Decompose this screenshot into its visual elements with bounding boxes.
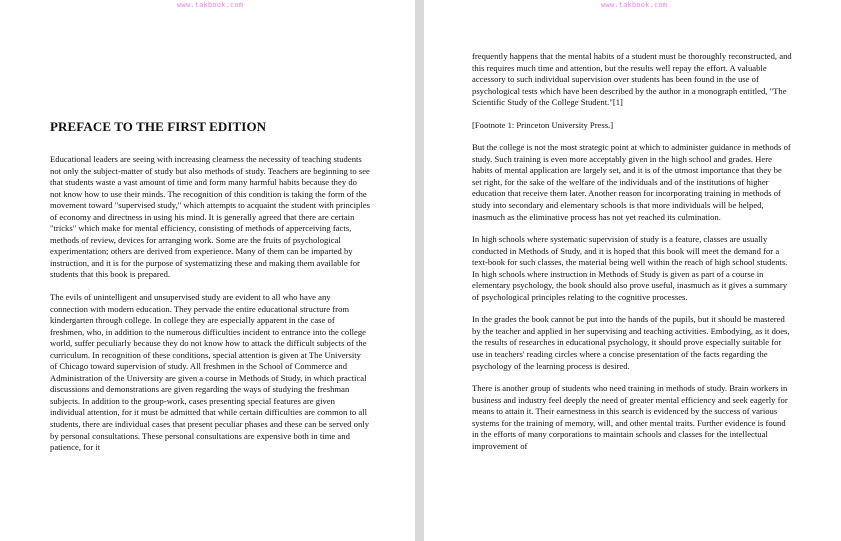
page-gutter <box>415 0 424 541</box>
paragraph-grades: In the grades the book cannot be put into the hands of the pupils, but it should be mastered by the teacher and applied in her supervising and teaching activities. Embodying, as it does, the results of researches in educational psychology, it should prove especially suitable for use in teachers' reading circles where a concise presentation of the facts regarding the psychology of the learning process is desired. <box>472 314 790 371</box>
paragraph-mental-habits: frequently happens that the mental habits of a student must be thoroughly reconstructed, and this requires much time and attention, but the results well repay the effort. A valuable accessory to such individual supervision over students has been found in the use of psychological tests which have been described by the author in a monograph entitled, "The Scientific Study of the College Student."[1] <box>472 51 792 108</box>
paragraph-brain-workers: There is another group of students who need training in methods of study. Brain workers in business and industry feel deeply the need of greater mental efficiency and seek eagerly for means to attain it. Their earnestness in this search is evidenced by the success of various systems for the training of memory, will, and other mental traits. Further evidence is found in the efforts of many corporations to maintain schools and classes for the intellectual improvement of <box>472 383 788 451</box>
footnote-princeton: [Footnote 1: Princeton University Press.] <box>472 119 614 130</box>
paragraph-evils-of-study: The evils of unintelligent and unsupervised study are evident to all who have any connection with modern education. They pervade the entire educational structure from kindergarten through college. In college they are especially apparent in the case of freshmen, who, in addition to the numerous difficulties incident to entrance into the college world, suffer peculiarly because they do not know how to attack the difficult subjects of the curriculum. In recognition of these conditions, special attention is given at The University of Chicago toward supervision of study. All freshmen in the School of Commerce and Administration of the University are given a course in Methods of Study, in which practical discussions and demonstrations are given regarding the ways of studying the freshman subjects. In addition to the group-work, cases presenting special features are given individual attention, for it must be admitted that while certain difficulties are common to all students, there are individual cases that present peculiar phases and these can be served only by personal consultations. These personal consultations are expensive both in time and patience, for it <box>50 292 370 453</box>
paragraph-high-schools: In high schools where systematic supervision of study is a feature, classes are usually conducted in Methods of Study, and it is hoped that this book will meet the demand for a text-book for such classes, the material being well within the reach of high school students. In high schools where instruction in Methods of Study is given as part of a course in elementary psychology, the book should also prove useful, inasmuch as it gives a summary of psychological principles relating to the cognitive processes. <box>472 234 788 302</box>
right-page-body <box>472 51 792 463</box>
paragraph-college-strategic-point: But the college is not the most strategic point at which to administer guidance in methods of study. Such training is even more acceptably given in the high school and grades. Here habits of mental application are largely set, and it is of the utmost importance that they be set right, for the sake of the welfare of the individuals and of the institutions of higher education that receive them later. Another reason for incorporating training in methods of study into secondary and elementary schools is that more individuals will be helped, inasmuch as the eliminative process has not yet reached its culmination. <box>472 142 791 222</box>
watermark-left: www.takbook.com <box>177 1 244 9</box>
paragraph-educational-leaders: Educational leaders are seeing with increasing clearness the necessity of teaching students not only the subject-matter of study but also methods of study. Teachers are beginning to see that students waste a vast amount of time and form many harmful habits because they do not know how to use their minds. The recognition of this condition is taking the form of the movement toward "supervised study," which attempts to acquaint the student with principles of economy and directness in using his mind. It is generally agreed that there are certain "tricks" which make for mental efficiency, consisting of methods of apperceiving facts, methods of review, devices for arranging work. Some are the fruits of psychological experimentation; others are derived from experience. Many of them can be imparted by instruction, and it is for the purpose of systematizing these and making them available for students that this book is prepared. <box>50 154 370 280</box>
preface-title: PREFACE TO THE FIRST EDITION <box>50 119 267 134</box>
watermark-right: www.takbook.com <box>601 1 668 9</box>
left-page-body <box>50 119 370 465</box>
